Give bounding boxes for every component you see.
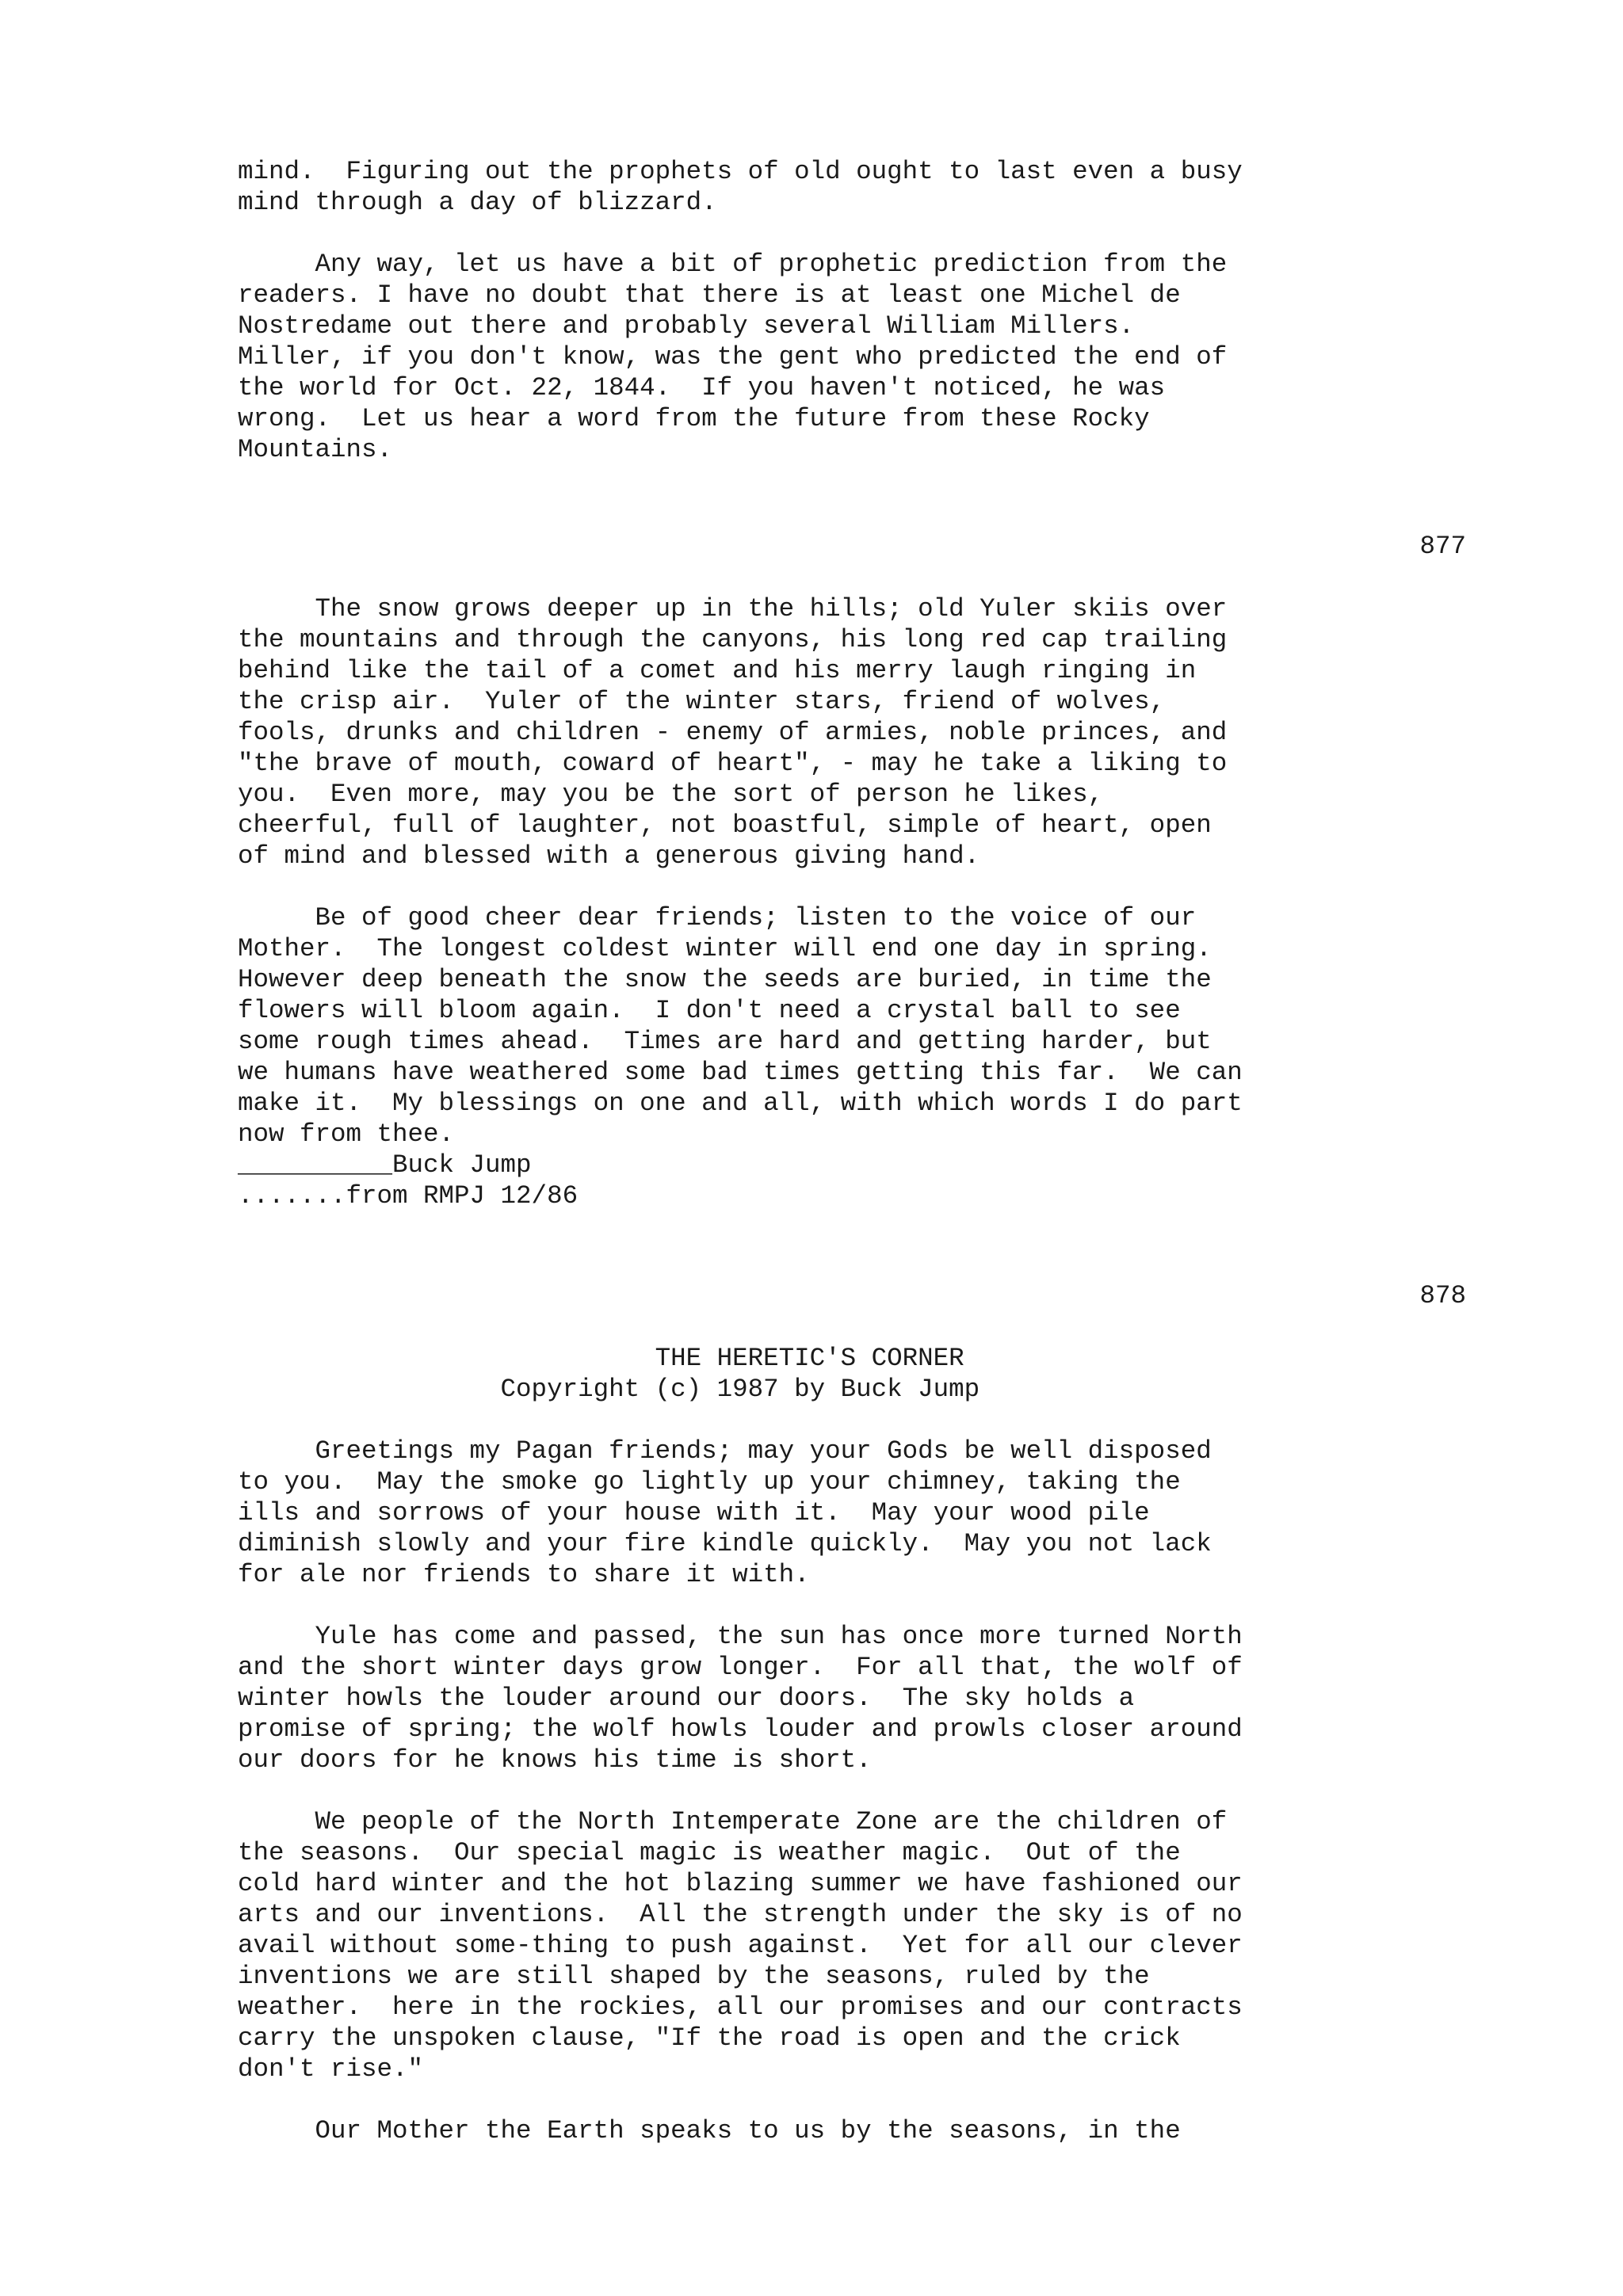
text-line: some rough times ahead. Times are hard and getting harder, but — [238, 1027, 1212, 1056]
text-line: ills and sorrows of your house with it. May your wood pile — [238, 1498, 1150, 1527]
text-line: THE HERETIC'S CORNER — [238, 1344, 964, 1373]
text-line: winter howls the louder around our doors. The sky holds a — [238, 1684, 1135, 1713]
text-line: mind through a day of blizzard. — [238, 188, 717, 217]
text-line: avail without some-thing to push against. Yet for all our clever — [238, 1931, 1243, 1960]
text-line: we humans have weathered some bad times getting this far. We can — [238, 1058, 1243, 1087]
text-line: inventions we are still shaped by the seasons, ruled by the — [238, 1962, 1150, 1991]
text-line: mind. Figuring out the prophets of old ought to last even a busy — [238, 157, 1243, 186]
text-line: .......from RMPJ 12/86 — [238, 1181, 579, 1211]
text-line: readers. I have no doubt that there is at least one Michel de — [238, 280, 1181, 310]
text-line: Copyright (c) 1987 by Buck Jump — [238, 1375, 980, 1404]
text-line: now from thee. — [238, 1119, 455, 1149]
text-line: carry the unspoken clause, "If the road is open and the crick — [238, 2023, 1181, 2053]
text-line: to you. May the smoke go lightly up your chimney, taking the — [238, 1467, 1181, 1497]
text-line: Yule has come and passed, the sun has once more turned North — [238, 1622, 1243, 1651]
text-line: you. Even more, may you be the sort of person he likes, — [238, 780, 1104, 809]
text-line: the seasons. Our special magic is weather magic. Out of the — [238, 1838, 1181, 1867]
text-line: wrong. Let us hear a word from the future from these Rocky — [238, 404, 1150, 433]
text-line: We people of the North Intemperate Zone are the children of — [238, 1807, 1228, 1836]
text-line: don't rise." — [238, 2054, 424, 2084]
text-line: weather. here in the rockies, all our promises and our contracts — [238, 1993, 1243, 2022]
page-number: 878 — [1419, 1281, 1466, 1310]
text-line: __________Buck Jump — [238, 1150, 532, 1180]
text-line: behind like the tail of a comet and his merry laugh ringing in — [238, 656, 1197, 685]
text-line: Mother. The longest coldest winter will end one day in spring. — [238, 934, 1212, 963]
text-line: flowers will bloom again. I don't need a crystal ball to see — [238, 996, 1181, 1025]
text-line: and the short winter days grow longer. For all that, the wolf of — [238, 1653, 1243, 1682]
text-line: promise of spring; the wolf howls louder and prowls closer around — [238, 1714, 1243, 1744]
text-line: fools, drunks and children - enemy of armies, noble princes, and — [238, 718, 1228, 747]
text-line: Any way, let us have a bit of prophetic prediction from the — [238, 250, 1228, 279]
text-line: cold hard winter and the hot blazing summer we have fashioned our — [238, 1869, 1243, 1898]
text-line: Mountains. — [238, 435, 393, 464]
text-line: the mountains and through the canyons, his long red cap trailing — [238, 625, 1228, 654]
text-line: cheerful, full of laughter, not boastful, simple of heart, open — [238, 810, 1212, 840]
text-line: diminish slowly and your fire kindle quickly. May you not lack — [238, 1529, 1212, 1558]
text-line: The snow grows deeper up in the hills; old Yuler skiis over — [238, 594, 1228, 624]
page-number: 877 — [1419, 532, 1466, 561]
text-line: the crisp air. Yuler of the winter stars, friend of wolves, — [238, 687, 1166, 716]
text-line: of mind and blessed with a generous giving hand. — [238, 841, 980, 871]
text-line: "the brave of mouth, coward of heart", - may he take a liking to — [238, 749, 1228, 778]
text-line: the world for Oct. 22, 1844. If you haven't noticed, he was — [238, 373, 1166, 402]
text-line: Nostredame out there and probably several William Millers. — [238, 311, 1135, 341]
text-line: for ale nor friends to share it with. — [238, 1560, 810, 1589]
text-line: Greetings my Pagan friends; may your Gods be well disposed — [238, 1436, 1212, 1466]
text-line: Be of good cheer dear friends; listen to the voice of our — [238, 903, 1197, 933]
text-line: arts and our inventions. All the strength under the sky is of no — [238, 1900, 1243, 1929]
text-line: Miller, if you don't know, was the gent who predicted the end of — [238, 342, 1228, 372]
text-line: make it. My blessings on one and all, with which words I do part — [238, 1089, 1243, 1118]
text-line: our doors for he knows his time is short. — [238, 1745, 872, 1775]
text-line: Our Mother the Earth speaks to us by the seasons, in the — [238, 2116, 1181, 2145]
text-line: However deep beneath the snow the seeds are buried, in time the — [238, 965, 1212, 994]
